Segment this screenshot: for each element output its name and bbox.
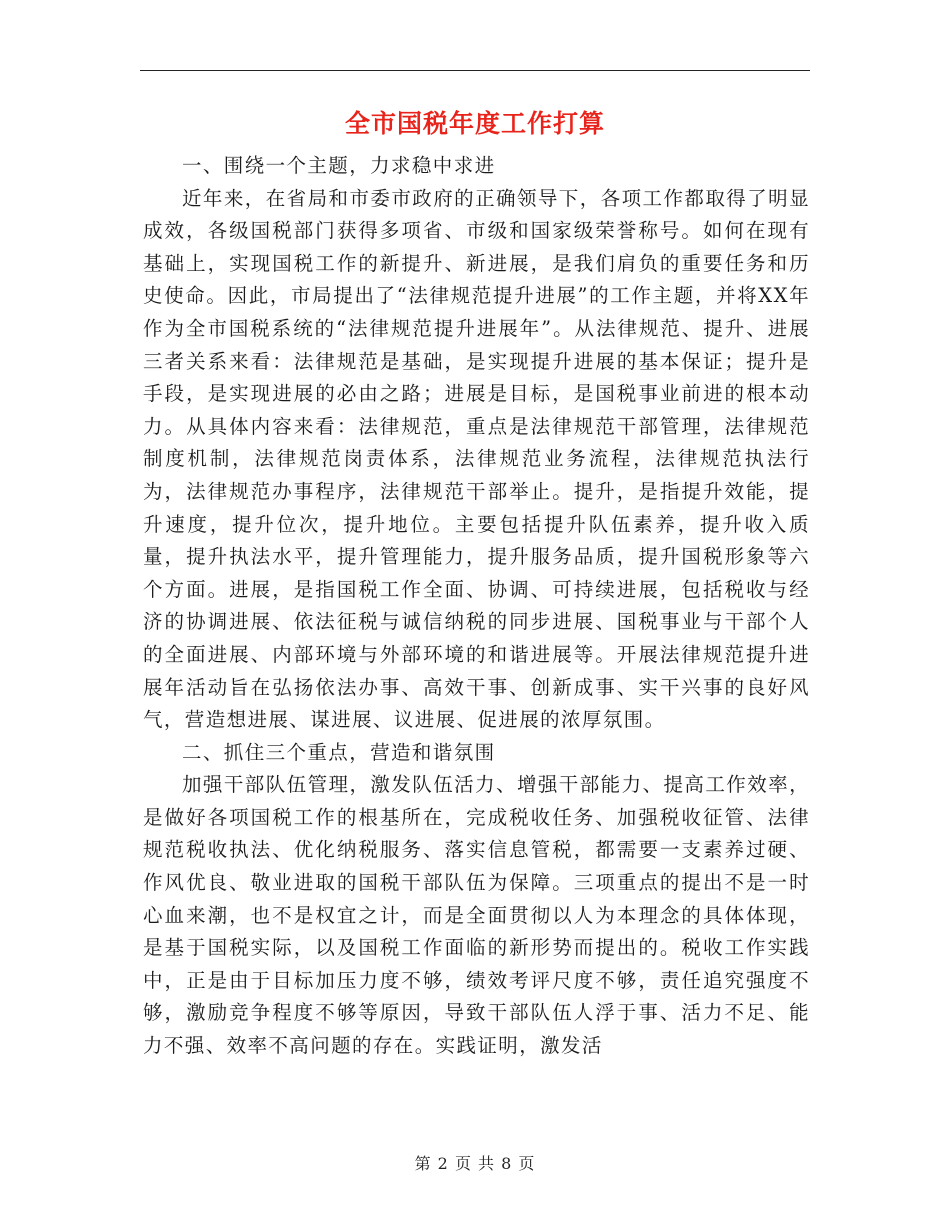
document-body [143, 150, 810, 1063]
body-paragraph-2: 加强干部队伍管理，激发队伍活力、增强干部能力、提高工作效率，是做好各项国税工作的根基所在，完成税收任务、加强税收征管、法律规范税收执法、优化纳税服务、落实信息管税，都需要一支素养过硬、作风优良、敬业进取的国税干部队伍为保障。三项重点的提出不是一时心血来潮，也不是权宜之计，而是全面贯彻以人为本理念的具体体现，是基于国税实际，以及国税工作面临的新形势而提出的。税收工作实践中，正是由于目标加压力度不够，绩效考评尺度不够，责任追究强度不够，激励竞争程度不够等原因，导致干部队伍人浮于事、活力不足、能力不强、效率不高问题的存在。实践证明，激发活 [143, 773, 810, 1058]
section-heading-1: 一、围绕一个主题，力求稳中求进 [182, 154, 496, 177]
page-number-footer: 第 2 页 共 8 页 [414, 1154, 536, 1173]
body-paragraph-1: 近年来，在省局和市委市政府的正确领导下，各项工作都取得了明显成效，各级国税部门获得多项省、市级和国家级荣誉称号。如何在现有基础上，实现国税工作的新提升、新进展，是我们肩负的重要任务和历史使命。因此，市局提出了“法律规范提升进展”的工作主题，并将XX年作为全市国税系统的“法律规范提升进展年”。从法律规范、提升、进展三者关系来看：法律规范是基础，是实现提升进展的基本保证；提升是手段，是实现进展的必由之路；进展是目标，是国税事业前进的根本动力。从具体内容来看：法律规范，重点是法律规范干部管理，法律规范制度机制，法律规范岗责体系，法律规范业务流程，法律规范执法行为，法律规范办事程序，法律规范干部举止。提升，是指提升效能，提升速度，提升位次，提升地位。主要包括提升队伍素养，提升收入质量，提升执法水平，提升管理能力，提升服务品质，提升国税形象等六个方面。进展，是指国税工作全面、协调、可持续进展，包括税收与经济的协调进展、依法征税与诚信纳税的同步进展、国税事业与干部个人的全面进展、内部环境与外部环境的和谐进展等。开展法律规范提升进展年活动旨在弘扬依法办事、高效干事、创新成事、实干兴事的良好风气，营造想进展、谋进展、议进展、促进展的浓厚氛围。 [143, 186, 810, 732]
document-title: 全市国税年度工作打算 [344, 109, 605, 138]
header-rule [140, 70, 810, 71]
section-heading-2: 二、抓住三个重点，营造和谐氛围 [182, 740, 496, 764]
